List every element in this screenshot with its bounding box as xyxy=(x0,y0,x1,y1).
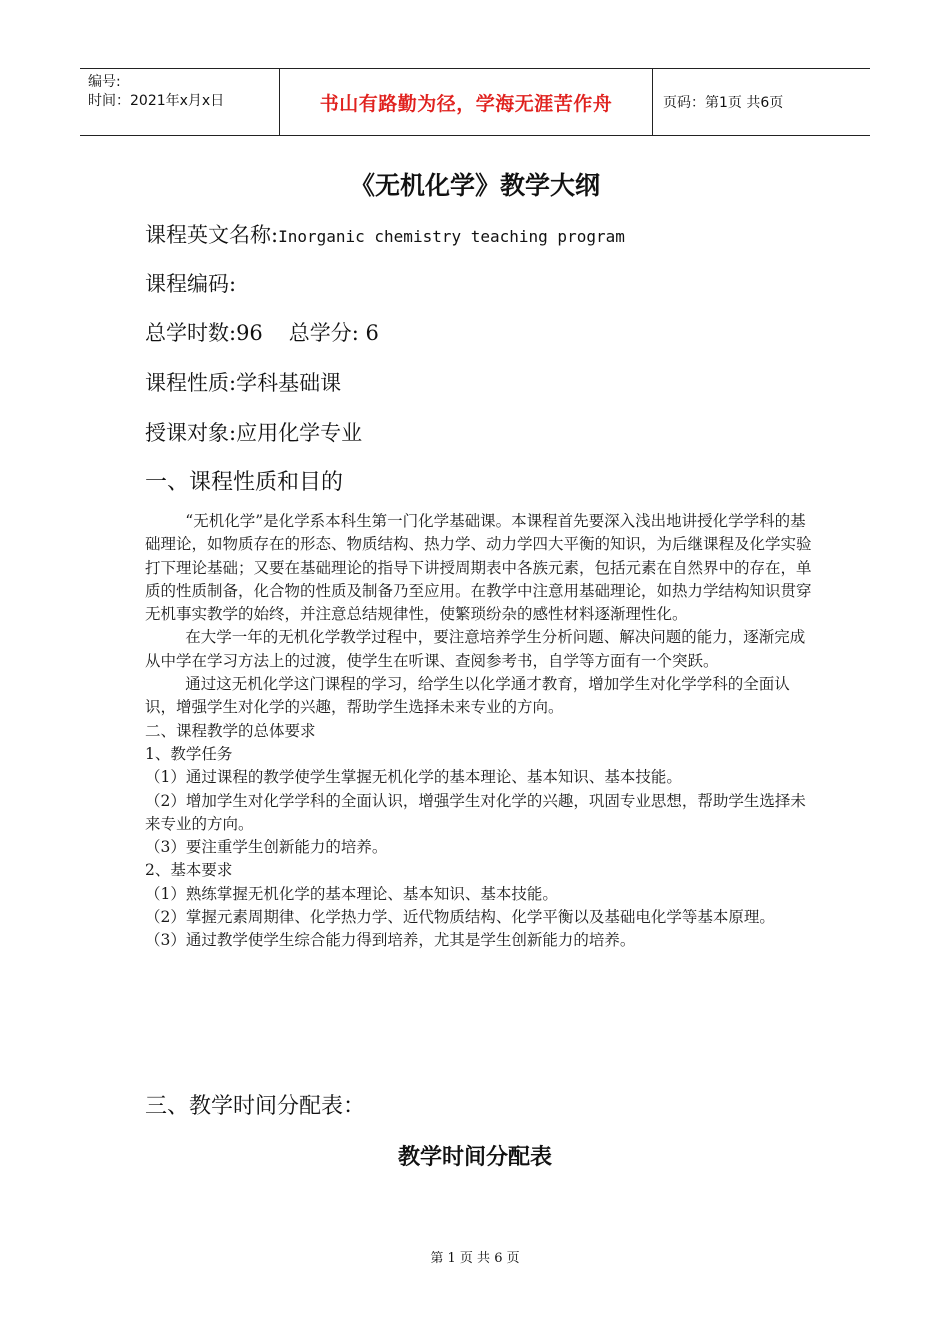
document-number-label: 编号: xyxy=(88,74,121,90)
english-name-line xyxy=(145,220,625,252)
section-3-heading: 三、教学时间分配表： xyxy=(145,1094,366,1119)
header-motto: 书山有路勤为径，学海无涯苦作舟 xyxy=(280,69,653,135)
requirement-item-2: （2）掌握元素周期律、化学热力学、近代物质结构、化学平衡以及基础电化学等基本原理。 xyxy=(145,908,775,927)
english-name-label: 课程英文名称: xyxy=(145,223,279,247)
page-footer: 第 1 页 共 6 页 xyxy=(430,1251,520,1266)
audience-line: 授课对象:应用化学专业 xyxy=(145,421,363,445)
section-2-heading: 二、课程教学的总体要求 xyxy=(145,721,316,740)
hours-credits-line xyxy=(145,318,379,348)
document-date-label: 时间：2021年x月x日 xyxy=(88,93,225,109)
course-code-line: 课程编码: xyxy=(145,272,237,296)
header-page-info: 页码：第1页 共6页 xyxy=(663,95,784,111)
paragraph-3: 通过这无机化学这门课程的学习，给学生以化学通才教育，增加学生对化学学科的全面认识，增强学生对化学的兴趣，帮助学生选择未来专业的方向。 xyxy=(145,675,790,717)
section-1-heading: 一、课程性质和目的 xyxy=(145,470,344,495)
requirement-item-1: （1）熟练掌握无机化学的基本理论、基本知识、基本技能。 xyxy=(145,884,558,903)
task-item-3: （3）要注重学生创新能力的培养。 xyxy=(145,838,388,857)
paragraph-1: “无机化学”是化学系本科生第一门化学基础课。本课程首先要深入浅出地讲授化学学科的基础理论，如物质存在的形态、物质结构、热力学、动力学四大平衡的知识，为后继课程及化学实验打下理论基础；又要在基础理论的指导下讲授周期表中各族元素，包括元素在自然界中的存在，单质的性质制备，化合物的性质及制备乃至应用。在教学中注意用基础理论，如热力学结构知识贯穿无机事实教学的始终，并注意总结规律性，使繁琐纷杂的感性材料逐渐理性化。 xyxy=(145,512,812,624)
requirement-item-3: （3）通过教学使学生综合能力得到培养，尤其是学生创新能力的培养。 xyxy=(145,931,636,950)
requirement-heading: 2、基本要求 xyxy=(145,861,233,880)
document-title: 《无机化学》教学大纲 xyxy=(349,171,600,200)
table-title: 教学时间分配表 xyxy=(397,1145,552,1170)
course-nature-line: 课程性质:学科基础课 xyxy=(145,371,342,395)
total-hours: 总学时数:96 xyxy=(145,321,263,345)
paragraph-2: 在大学一年的无机化学教学过程中，要注意培养学生分析问题、解决问题的能力，逐渐完成从中学在学习方法上的过渡，使学生在听课、查阅参考书，自学等方面有一个突跃。 xyxy=(145,628,806,670)
total-credits: 总学分: 6 xyxy=(288,321,379,345)
task-heading: 1、教学任务 xyxy=(145,744,233,763)
task-item-1: （1）通过课程的教学使学生掌握无机化学的基本理论、基本知识、基本技能。 xyxy=(145,768,682,787)
task-item-2: （2）增加学生对化学学科的全面认识，增强学生对化学的兴趣，巩固专业思想，帮助学生选择未来专业的方向。 xyxy=(145,791,806,833)
section-1-body xyxy=(145,510,820,953)
english-name-value: Inorganic chemistry teaching program xyxy=(278,227,625,246)
header-left-cell xyxy=(80,69,280,135)
page-header xyxy=(80,68,870,136)
